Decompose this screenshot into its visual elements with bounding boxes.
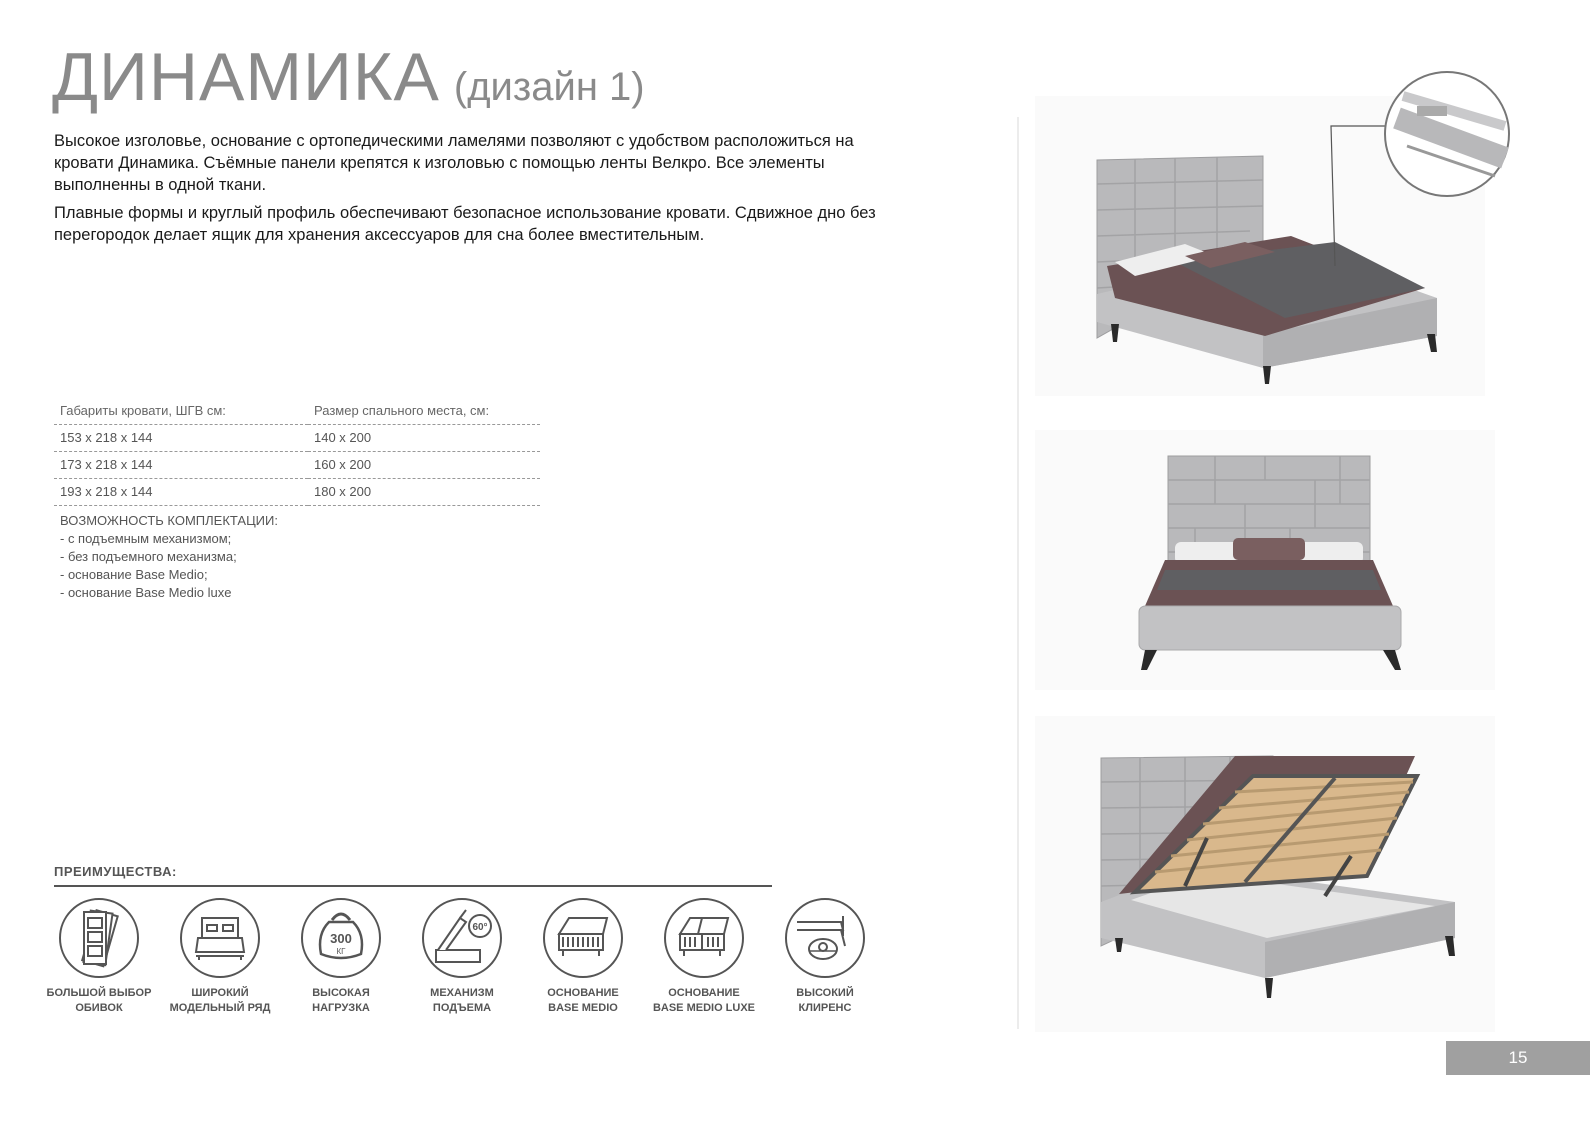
page-title	[52, 38, 645, 116]
header-sleeping-area: Размер спального места, см:	[308, 400, 540, 425]
options-title: ВОЗМОЖНОСТЬ КОМПЛЕКТАЦИИ:	[60, 513, 278, 528]
header-bed-dimensions: Габариты кровати, ШГВ см:	[54, 400, 308, 425]
feature-label-line2: BASE MEDIO	[548, 1002, 618, 1014]
feature-label-line2: МОДЕЛЬНЫЙ РЯД	[169, 1002, 271, 1014]
feature-label-line1: ОСНОВАНИЕ	[547, 987, 619, 999]
option-item: - без подъемного механизма;	[60, 549, 237, 564]
option-item: - основание Base Medio;	[60, 567, 208, 582]
bed-dimensions-cell: 173 x 218 x 144	[54, 452, 308, 479]
product-description	[54, 130, 904, 252]
page-number: 15	[1446, 1041, 1590, 1075]
bed-lifted-photo	[1035, 716, 1495, 1032]
option-item: - с подъемным механизмом;	[60, 531, 232, 546]
feature-model-range	[165, 896, 275, 1016]
feature-label-line1: ВЫСОКИЙ	[796, 987, 854, 999]
feature-fabrics	[44, 896, 154, 1016]
feature-label-line2: ПОДЪЕМА	[432, 1002, 492, 1014]
product-design: (дизайн 1)	[453, 65, 645, 109]
feature-base-medio	[528, 896, 638, 1016]
feature-label-line1: ВЫСОКАЯ	[312, 987, 370, 999]
advantages-divider	[54, 885, 772, 887]
bed-front-photo	[1035, 430, 1495, 690]
lift-angle: 60°	[472, 922, 488, 933]
bed-dimensions-cell: 193 x 218 x 144	[54, 479, 308, 506]
weight-icon	[299, 896, 383, 980]
advantages-icons	[44, 896, 894, 1026]
column-divider	[1017, 117, 1019, 1029]
feature-label-line2: ОБИВОК	[75, 1002, 123, 1014]
lift-mechanism-icon	[420, 896, 504, 980]
feature-high-load	[286, 896, 396, 1016]
feature-label-line1: ШИРОКИЙ	[191, 987, 249, 999]
feature-base-medio-luxe	[649, 896, 759, 1016]
bed-icon	[178, 896, 262, 980]
option-item: - основание Base Medio luxe	[60, 585, 232, 600]
bed-dimensions-cell: 153 x 218 x 144	[54, 425, 308, 452]
fabric-swatches-icon	[57, 896, 141, 980]
table-header-row	[54, 400, 540, 425]
feature-label-line2: КЛИРЕНС	[798, 1002, 852, 1014]
configuration-options	[54, 512, 540, 602]
dimensions-table	[54, 400, 540, 506]
advantages-title: ПРЕИМУЩЕСТВА:	[54, 864, 177, 879]
product-name: ДИНАМИКА	[52, 39, 440, 115]
weight-unit: КГ	[336, 947, 346, 956]
feature-label-line2: НАГРУЗКА	[312, 1002, 370, 1014]
table-row	[54, 452, 540, 479]
feature-label-line2: BASE MEDIO LUXE	[652, 1002, 756, 1014]
base-medio-luxe-icon	[662, 896, 746, 980]
sleeping-area-cell: 140 x 200	[308, 425, 540, 452]
specifications	[54, 400, 540, 602]
sleeping-area-cell: 180 x 200	[308, 479, 540, 506]
table-row	[54, 425, 540, 452]
sleeping-area-cell: 160 x 200	[308, 452, 540, 479]
description-paragraph-2: Плавные формы и круглый профиль обеспечивают безопасное использование кровати. Сдвижное дно без перегородок делает ящик для хранения аксессуаров для сна более вместительным.	[54, 204, 876, 244]
bed-angle-photo	[1035, 66, 1545, 396]
feature-label-line1: ОСНОВАНИЕ	[668, 987, 740, 999]
weight-value: 300	[330, 931, 352, 946]
feature-label-line1: МЕХАНИЗМ	[430, 987, 494, 999]
description-paragraph-1: Высокое изголовье, основание с ортопедическими ламелями позволяют с удобством расположиться на кровати Динамика. Съёмные панели крепятся к изголовью с помощью ленты Велкро. Все элементы выполненны в одной ткани.	[54, 132, 854, 194]
feature-label-line1: БОЛЬШОЙ ВЫБОР	[46, 987, 152, 999]
feature-high-clearance	[770, 896, 880, 1016]
base-medio-icon	[541, 896, 625, 980]
table-row	[54, 479, 540, 506]
feature-lift-mechanism	[407, 896, 517, 1016]
robot-vacuum-clearance-icon	[783, 896, 867, 980]
